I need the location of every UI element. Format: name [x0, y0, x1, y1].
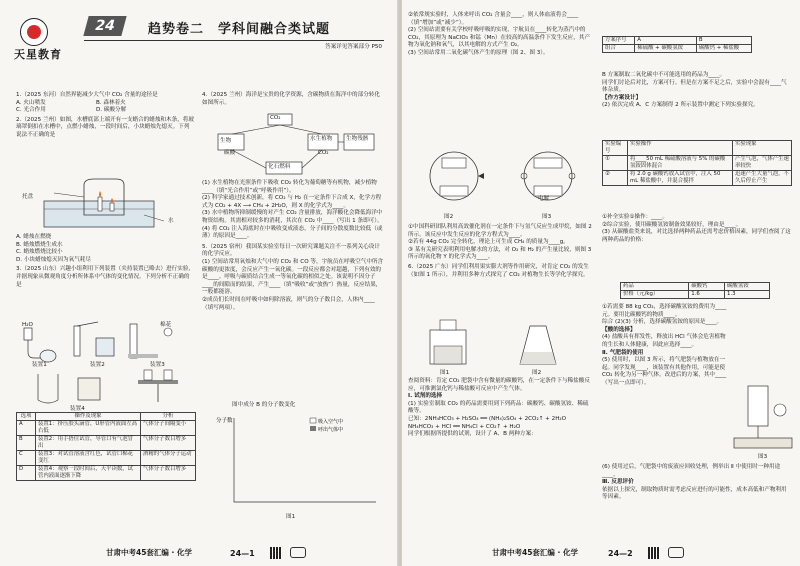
fig-label-1: 装置1	[32, 362, 47, 368]
table-row: A 装置1：挤压胶头滴管，U形管内液面左高右低 气体分子间隔变小	[17, 421, 196, 436]
page-number-left: 24—1	[230, 549, 255, 558]
right-column-2c: ①若需要 88 kg CO₂，选择碳酸氢铵的费用为____元。要用比碳酸钙的物质____。 综合 (2)(3) 分析，选择碳酸氢铵的原因是____。 【酸的选择】 (4) 盐酸具有挥发性，释放出 HCl 气体会危害植物的生长和人体健康，因此应选择____。 Ⅱ. 气肥袋的使用 (5) 使用时，以图 3 所示，将气肥袋与植物放在一起。同学发现____，该装置有其他作用，可能是使 CO₂ 转化为另一种气体。改进后的方案，其中____（写出一点即可）。	[602, 304, 727, 386]
figure-label-water: 水	[168, 218, 174, 224]
header-rule	[84, 40, 384, 41]
chart-y-label: 分子数	[216, 418, 233, 424]
q6-body: 查阅资料：肯定 CO₂ 肥袋中含有微量的碳酸钙，在一定条件下与稀盐酸反应，可推测氯化钙与稀盐酸可反应中产生气体。 Ⅰ. 试剂的选择 (1) 实验室制取 CO₂ 的药品需要用到下列药品：碳酸钙、碳酸氢铵、稀硫酸等。 已知：2NH₄HCO₃ + H₂SO₄ ══ (NH₄)₂SO₄ + 2CO₂↑ + 2H₂O NH₄HCO₃ + HCl ══ NH₄Cl + CO₂↑ + H₂O 同学们根据所提供的试剂，设计了 A、B 两种方案：	[408, 378, 590, 438]
table-row: 组合 稀硫酸 + 碳酸氢铵 碳酸钙 + 稀盐酸	[603, 45, 752, 53]
scheme-table	[602, 36, 752, 53]
fig-label-cotton: 棉花	[160, 322, 172, 328]
pencil-icon	[290, 547, 306, 558]
paper-title: 趋势卷二 学科间融合类试题	[148, 22, 331, 37]
fig-label-h2o: H₂O	[22, 322, 33, 328]
right-column-2b: ①补全实验①操作：____。 ②综合实验，使用碳酸氢铵制备效果较好，理由是____。 (3) 从碳酸盐类来说，对比选择两种药品还需考虑价格因素，同学们查阅了这两种药品的价格：	[602, 214, 791, 243]
fig-label-2: 装置2	[90, 362, 105, 368]
question-5-stem: 5.（2025 宿州）我国某实验室每日一次研究课题关注不一系列关心设计的化学反应。	[202, 243, 380, 258]
node-co2-bottom: CO₂	[318, 150, 329, 156]
price-table	[620, 282, 770, 299]
fig3-label: 图3	[542, 214, 552, 220]
q6-fig2-label: 图2	[532, 370, 542, 376]
brand-name: 天星教育	[14, 48, 62, 61]
question-3-stem: 3.（2025 山东）兴趣小组利用下列装置（夹持装置已略去）进行实验，并据现象从微观角度分析所体系中气体的变化情况。下列分析不正确的是	[16, 266, 194, 288]
footer-left: 甘肃中考45套汇编 · 化学	[106, 548, 193, 557]
question-1: 1.（2025 东河）自然界能减少大气中 CO₂ 含量的途径是 A. 火山喷发 B. 森林着火 C. 光合作用 D. 碳酸分解	[16, 92, 158, 114]
page-number-right: 24—2	[608, 549, 633, 558]
left-column-2	[202, 92, 384, 107]
right-column-2d: (6) 使用过后，气肥袋中的废液应回收处理，例举出 Ⅱ 中使用时一种用途____。 Ⅲ. 反思评价 依据以上探究，制取物质时需考虑反应进行的可能性，成本高低和产物利用等因素。	[602, 464, 787, 501]
table-row: ② 将 2.0 g 碳酸钙放入试管中，注入 50 mL 稀盐酸中，并混合搅拌 迅速产生大量气泡，不久后停止产生	[603, 171, 792, 186]
legend-swatch-exhaled	[310, 426, 316, 431]
fig2-label: 图2	[444, 214, 454, 220]
qr-code-icon	[648, 547, 660, 559]
electrolysis-label: 电解	[538, 196, 550, 202]
question-2: 2.（2025 兰州）如图，水槽底部上端开有一支蜡合的蜡烛和木条，将玻璃罩倒扣在水槽中，点燃小蜡烛，一段时间后，小块蜡烛先熄灭。下列说法不正确的是	[16, 116, 194, 138]
question-4-stem: 4.（2025 兰州）海洋是宝贵的化学资源，含碳物质在海洋中的部分转化如图所示。	[202, 92, 380, 106]
q3-table	[16, 412, 196, 481]
brand-logo-icon	[20, 18, 48, 46]
legend-swatch-inhaled	[310, 418, 316, 423]
right-column-1: ②依常规实验时，人体来呼出 CO₂ 含量会____，则人体血液将会____（填“增加”或“减少”）。 (2) 空间站需要有关学校呼吸呼吸的实现，宇航员在____转化为蒸汽中的CO₂，其原理为 NaClO₃ 和锰（Mn）在较高的高温条件下发生反应，其产物为氧化钠和氧气，以其电解的方式产生 O₂。 (3) 空间站常用二氧化碳气体产生的原理（图 2、图 3）。	[408, 12, 591, 56]
carbon-cycle-diagram	[210, 112, 380, 178]
chart-axes	[234, 418, 376, 502]
legend-label-exhaled: 呼出气体中	[318, 427, 344, 433]
chart-title: 图中成分 B 的分子数变化	[232, 402, 296, 408]
paper-number: 24	[83, 16, 126, 36]
table-row: 药品 碳酸钙 碳酸氢铵	[621, 283, 770, 291]
q4-subquestions: (1) 水生植物在光照条件下吸收 CO₂ 转化为葡萄糖等有机物，减少植物____（填“光合作用”或“呼吸作用”）。 (2) 科学家通过技术创新，将 CO₂ 与 H₂ 在一定条件下合成 X，化学方程式为 CO₂ + 4X ⟶ CH₄ + 2H₂O，则 X 的化学式为____。 (3) 水中植物所抑制缓慢的对产生 CO₂ 含量排放，海洋酸化会降低海洋中物资结构。其需相对较多的消耗，其次在 CO₂ 中____（写出 1 条即可）。 (4) 将 CO₂ 注入海底时在中吸收变成液态，分子间的分散度数比较低（或薄）的原因是____。 5.（2025 宿州）我国某实验室每日一次研究课题关注不一系列关心设计的化学反应。 (1) 空间站常用氧烛和大气中的 CO₂ 和 CO 等，宇航员在呼吸空气中所含碳酸的更浓度，会反应产生一氧化碳。一段反应都会对超越，下列有效的是____。呼吸与碳质结合生成一等氧化碳的相似之处。该说明不因分子____的间隙而的结果，产生____（填“吸收”或“放热”）热量，反应结果，一般都能溶。 ②成员们长时间在呼吸中如何除溶液，则气的分子数目会，人体内____（填写两项）。	[202, 180, 384, 311]
legend-label-inhaled: 吸入空气中	[318, 419, 344, 425]
figure-label-tray: 托盘	[22, 194, 34, 200]
footer-right: 甘肃中考45套汇编 · 化学	[492, 548, 579, 557]
left-page	[0, 0, 398, 566]
fig-label-4: 装置4	[70, 406, 85, 412]
node-fossil-fuel: 化石燃料	[268, 164, 291, 170]
fig-label-3: 装置3	[150, 362, 165, 368]
candle-figure	[24, 175, 174, 233]
gas-bag-apparatus	[730, 380, 796, 454]
table-row: ① 将____50 mL 稀硫酸溶液与 5% 的碳酸氢铵固体混合 产生气泡，气体产生速率较快	[603, 156, 792, 171]
q3-table-header: 选项 操作及现象 分析	[17, 413, 196, 421]
reaction-diagrams	[416, 142, 592, 220]
table-row: C 装置3：对试管溶液含红色，试管口棉花变红 酒精的气体分子运动	[17, 451, 196, 466]
qr-code-icon	[270, 547, 282, 559]
table-row: 方案序号 A B	[603, 37, 752, 45]
node-co2-top: CO₂	[270, 115, 281, 121]
q2-options: A. 蜡烛在燃烧 B. 蜡烛燃烧生成水 C. 蜡烛燃烧比较小 D. 小块蜡烛熄灭因为氧气耗尽 3.（2025 山东）兴趣小组利用下列装置（夹持装置已略去）进行实验，并据现象从微观角度分析所体系中气体的变化情况。下列分析不正确的是	[16, 234, 194, 288]
node-organism: 生物	[220, 138, 232, 144]
table-row: 实验编号 实验操作 实验现象	[603, 141, 792, 156]
right-column-2a: B 方案制取二氧化碳中不可能选用的药品为____。 同学们讨论后对比，方案可行。但是在方案不足之后，实验中会混有____气体杂质。 【作方案设计】 (2) 依次完成 A、C 方案制得 2 所示装置中测定下列实验探究。	[602, 72, 787, 109]
chart-figure-label: 图1	[286, 514, 296, 520]
left-column-1	[16, 92, 194, 140]
node-carbonate: 碳酸	[224, 150, 236, 156]
answer-reference: 答案详见答案部分 P50	[324, 44, 382, 50]
q6-fig1-label: 图1	[440, 370, 450, 376]
table-row: D 装置4：观察一段时间后，天平读数，试管内液面逐渐下降 气体分子数目增多	[17, 466, 196, 481]
molecule-bar-chart	[214, 410, 384, 514]
pencil-icon	[668, 547, 684, 558]
table-row: 价格（元/kg） 1.6 1.3	[621, 291, 770, 299]
right-page	[402, 0, 800, 566]
table-row: B 装置2：用手捂住试管，导管口有气泡冒出 气体分子数目增多	[17, 436, 196, 451]
question-6-stem: 6.（2025 广东）同学们利用果实膨大剂等作用研究，对肯定 CO₂ 的发生（如图 1 所示），并利用多种方式探究了 CO₂ 对植物生长等学化学探究。	[408, 263, 589, 278]
q5-continued: ①中国科研团队利用高效催化剂在一定条件下与氢气反应生成甲烷，如图 2 所示。该反应中发生反应的化学方程式为____。 ②若有 44g CO₂ 完全转化，理论上可生成 CH₄ 的质量为____g。 ③ 某有关研究表明利用电解水的方法，对 O₂ 和 H₂ 的产生量比较，则图 3 所示的氧化物 Y 的化学式为____。 6.（2025 广东）同学们利用果实膨大剂等作用研究，对肯定 CO₂ 的发生（如图 1 所示），并利用多种方式探究了 CO₂ 对植物生长等学化学探究。	[408, 224, 594, 279]
node-residue: 生物残骸	[346, 136, 369, 142]
node-aquatic-plant: 水生植物	[310, 136, 333, 142]
experiment-table	[602, 140, 792, 186]
gas-bag-figures	[420, 316, 590, 370]
gas-bag-fig-label: 图3	[758, 454, 768, 460]
